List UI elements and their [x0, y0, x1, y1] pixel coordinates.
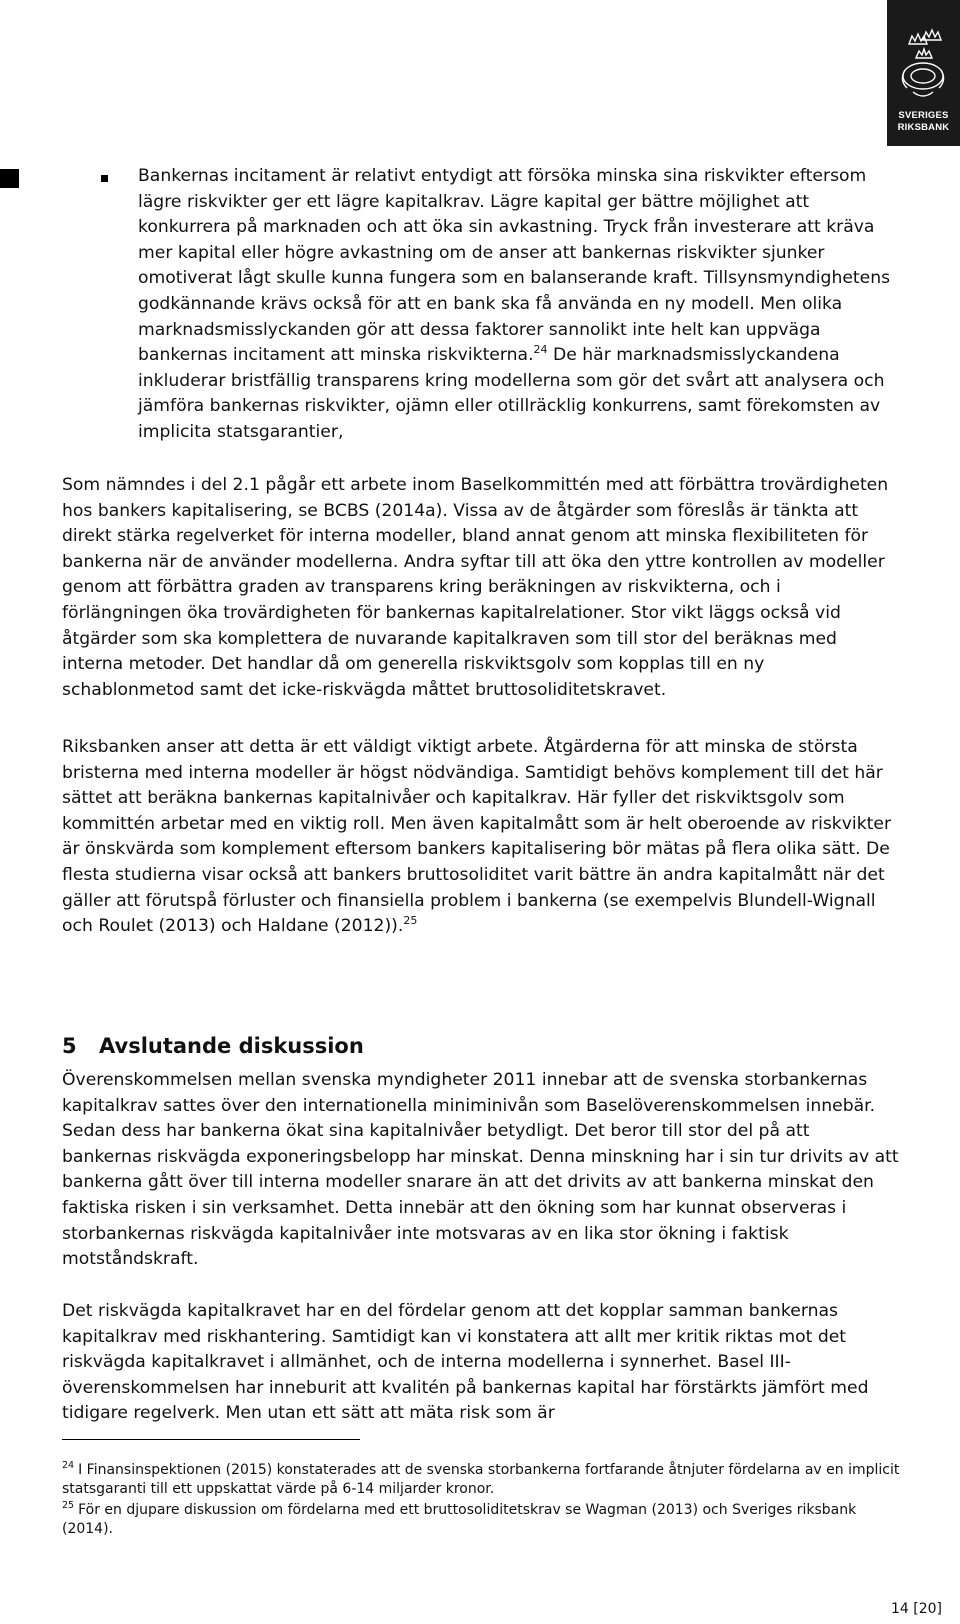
footnote-24-number: 24	[62, 1460, 75, 1471]
footnote-25-number: 25	[62, 1500, 75, 1511]
bullet-text-1: Bankernas incitament är relativt entydigt att försöka minska sina riskvikter eftersom lägre riskvikter ger ett lägre kapitalkrav. Lägre kapital ger bättre möjlighet att konkurrera på marknaden och att öka sin avkastning. Tryck från investerare att kräva mer kapital eller högre avkastning om de anser att bankernas riskvikter sjunker omotiverat lågt skulle kunna fungera som en balanserande kraft. Tillsynsmyndighetens godkännande krävs också för att en bank ska få använda en ny modell. Men olika marknadsmisslyckanden gör att dessa faktorer sannolikt inte helt kan uppväga bankernas incitament att minska riskvikterna.	[138, 166, 891, 366]
footnote-ref-24[interactable]: 24	[533, 343, 548, 357]
logo-line-2: RIKSBANK	[897, 122, 950, 133]
riksbank-logo	[887, 0, 960, 146]
section-heading	[62, 1032, 364, 1060]
margin-marker	[0, 169, 19, 188]
page-number: 14 [20]	[890, 1601, 942, 1617]
footnote-separator	[62, 1439, 360, 1440]
body-paragraph-1: Som nämndes i del 2.1 pågår ett arbete inom Baselkommittén med att förbättra trovärdigheten hos bankers kapitalisering, se BCBS (2014a). Vissa av de åtgärder som föreslås är tänkta att direkt stärka regelverket för interna modeller, bland annat genom att minska flexibiliteten för bankerna när de använder modellerna. Andra syftar till att öka den yttre kontrollen av modeller genom att förbättra graden av transparens kring beräkningen av riskvikterna, och i förlängningen öka trovärdigheten för bankernas kapitalrelationer. Stor vikt läggs också vid åtgärder som ska komplettera de nuvarande kapitalkraven som till stor del beräknas med interna metoder. Det handlar då om generella riskviktsgolv som kopplas till en ny schablonmetod samt det icke-riskvägda måttet bruttosoliditetskravet.	[62, 475, 889, 700]
footnote-25	[62, 1501, 902, 1538]
logo-line-1: SVERIGES	[898, 110, 949, 121]
section-title: Avslutande diskussion	[99, 1034, 364, 1058]
bullet-icon	[101, 175, 108, 182]
footnote-24-text: I Finansinspektionen (2015) konstaterades att de svenska storbankerna fortfarande åtnjuter fördelarna av en implicit statsgaranti till ett uppskattat värde på 6-14 miljarder kronor.	[62, 1462, 900, 1497]
bullet-paragraph	[138, 164, 898, 446]
body-paragraph-4: Det riskvägda kapitalkravet har en del fördelar genom att det kopplar samman bankernas kapitalkrav med riskhantering. Samtidigt kan vi konstatera att allt mer kritik riktas mot det riskvägda kapitalkravet i allmänhet, och de interna modellerna i synnerhet. Basel III-överenskommelsen har inneburit att kvalitén på bankernas kapital har förstärkts jämfört med tidigare regelverk. Men utan ett sätt att mäta risk som är	[62, 1301, 869, 1424]
crowns-emblem-icon	[887, 0, 960, 110]
footnote-25-text: För en djupare diskussion om fördelarna med ett bruttosoliditetskrav se Wagman (2013) och Sveriges riksbank (2014).	[62, 1502, 857, 1537]
body-paragraph-2-text: Riksbanken anser att detta är ett väldigt viktigt arbete. Åtgärderna för att minska de största bristerna med interna modeller är högst nödvändiga. Samtidigt behövs komplement till det här sättet att beräkna bankernas kapitalnivåer och kapitalkrav. Här fyller det riskviktsgolv som kommittén arbetar med en viktig roll. Men även kapitalmått som är helt oberoende av riskvikter är önskvärda som komplement eftersom bankers kapitalisering bör mätas på flera olika sätt. De flesta studierna visar också att bankers bruttosoliditet varit bättre än andra kapitalmått när det gäller att förutspå förluster och finansiella problem i bankerna (se exempelvis Blundell-Wignall och Roulet (2013) och Haldane (2012)).	[62, 737, 892, 937]
footnote-24	[62, 1461, 902, 1498]
bullet-text-2: De här marknadsmisslyckandena inkluderar bristfällig transparens kring modellerna som gör det svårt att analysera och jämföra bankernas riskvikter, ojämn eller otillräcklig konkurrens, samt förekomsten av implicita statsgarantier,	[138, 345, 885, 442]
section-number: 5	[62, 1034, 77, 1058]
body-paragraph-3: Överenskommelsen mellan svenska myndigheter 2011 innebar att de svenska storbankernas kapitalkrav sattes över den internationella miniminivån som Baselöverenskommelsen innebär. Sedan dess har bankerna ökat sina kapitalnivåer betydligt. Det beror till stor del på att bankernas riskvägda exponeringsbelopp har minskat. Denna minskning har i sin tur drivits av att bankerna gått över till interna modeller snarare än att det drivits av att bankerna minskat den faktiska risken i sin verksamhet. Detta innebär att den ökning som har kunnat observeras i storbankernas riskvägda kapitalnivåer inte motsvaras av en lika stor ökning i faktisk motståndskraft.	[62, 1070, 899, 1270]
body-paragraph-2	[62, 735, 902, 940]
footnote-ref-25[interactable]: 25	[403, 914, 418, 928]
